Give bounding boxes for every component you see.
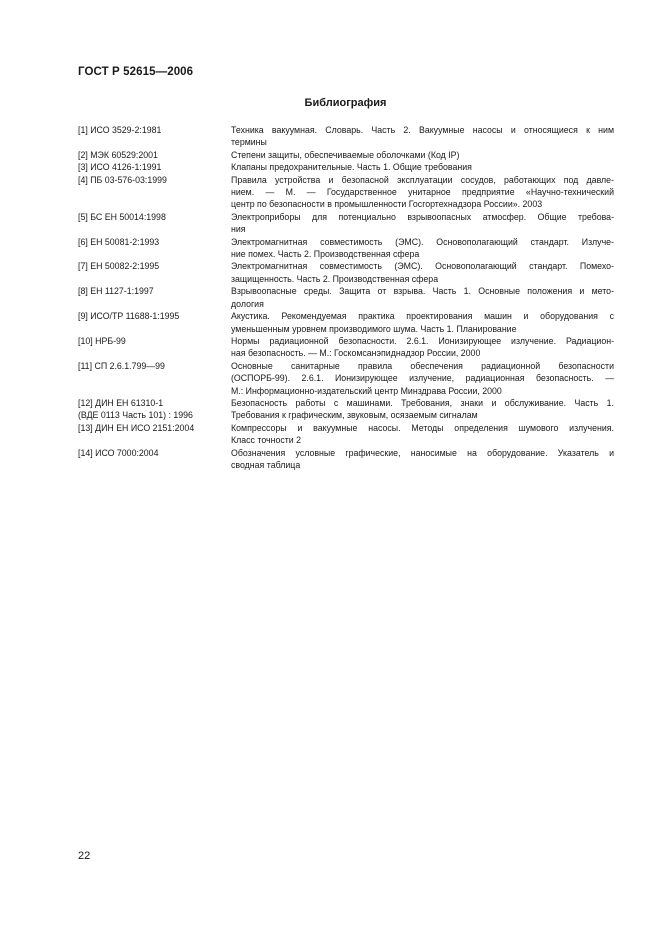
reference-title-line: Акустика. Рекомендуемая практика проектирования машин и оборудования с bbox=[231, 311, 614, 322]
bibliography-entry bbox=[78, 422, 614, 447]
reference-code-line: (ВДЕ 0113 Часть 101) : 1996 bbox=[78, 410, 193, 421]
reference-title-line: Обозначения условные графические, наносимые на оборудование. Указатель и bbox=[231, 447, 614, 458]
bibliography-entry bbox=[78, 260, 614, 285]
reference-code-line: [14] ИСО 7000:2004 bbox=[78, 447, 159, 458]
reference-title-line: ние помех. Часть 2. Производственная сфера bbox=[231, 249, 420, 260]
document-header: ГОСТ Р 52615—2006 bbox=[78, 66, 194, 78]
bibliography-entry bbox=[78, 149, 614, 161]
reference-title-line: уменьшенным уровнем производимого шума. Часть 1. Планирование bbox=[231, 323, 517, 334]
reference-title bbox=[231, 161, 614, 173]
reference-title bbox=[231, 447, 614, 472]
reference-title-line: Электромагнитная совместимость (ЭМС). Основополагающий стандарт. Излуче- bbox=[231, 236, 614, 247]
reference-code-line: [13] ДИН ЕН ИСО 2151:2004 bbox=[78, 422, 195, 433]
reference-title-line: центр по безопасности в промышленности Госгортехнадзора России». 2003 bbox=[231, 199, 543, 210]
reference-code bbox=[78, 310, 231, 322]
reference-title-line: Электроприборы для потенциально взрывоопасных атмосфер. Общие требова- bbox=[231, 211, 614, 222]
bibliography-entry bbox=[78, 397, 614, 422]
reference-code bbox=[78, 285, 231, 297]
reference-title-line: дология bbox=[231, 298, 264, 309]
reference-title bbox=[231, 360, 614, 397]
reference-title-line: нием. — М. — Государственное унитарное предприятие «Научно-технический bbox=[231, 187, 614, 198]
bibliography-entry bbox=[78, 447, 614, 472]
reference-title-line: (ОСПОРБ-99). 2.6.1. Ионизирующее излучение, радиационная безопасность. — bbox=[231, 373, 614, 384]
reference-title bbox=[231, 124, 614, 149]
reference-code-line: [3] ИСО 4126-1:1991 bbox=[78, 162, 162, 173]
reference-title-line: Безопасность работы с машинами. Требования, знаки и обслуживание. Часть 1. bbox=[231, 397, 614, 408]
reference-title bbox=[231, 397, 614, 422]
reference-title-line: Компрессоры и вакуумные насосы. Методы определения шумового излучения. bbox=[231, 422, 614, 433]
reference-title bbox=[231, 149, 614, 161]
reference-code bbox=[78, 447, 231, 459]
reference-code-line: [10] НРБ-99 bbox=[78, 335, 126, 346]
reference-code-line: [4] ПБ 03-576-03:1999 bbox=[78, 174, 167, 185]
bibliography-entry bbox=[78, 211, 614, 236]
reference-title-line: ния bbox=[231, 224, 246, 235]
bibliography-entry bbox=[78, 174, 614, 211]
reference-code bbox=[78, 211, 231, 223]
reference-title bbox=[231, 236, 614, 261]
reference-title bbox=[231, 174, 614, 211]
bibliography-entry bbox=[78, 310, 614, 335]
reference-title bbox=[231, 285, 614, 310]
reference-title-line: термины bbox=[231, 137, 267, 148]
reference-title-line: ная безопасность. — М.: Госкомсанэпиднадзор России, 2000 bbox=[231, 348, 481, 359]
reference-title-line: Клапаны предохранительные. Часть 1. Общие требования bbox=[231, 162, 472, 173]
reference-title-line: Требования к графическим, звуковым, осязаемым сигналам bbox=[231, 410, 478, 421]
reference-code-line: [7] ЕН 50082-2:1995 bbox=[78, 261, 160, 272]
reference-code bbox=[78, 236, 231, 248]
page-number: 22 bbox=[78, 850, 91, 862]
bibliography-list bbox=[78, 124, 614, 471]
bibliography-entry bbox=[78, 236, 614, 261]
reference-code bbox=[78, 260, 231, 272]
reference-title-line: сводная таблица bbox=[231, 459, 301, 470]
bibliography-entry bbox=[78, 335, 614, 360]
reference-title bbox=[231, 335, 614, 360]
reference-code bbox=[78, 397, 231, 422]
reference-title-line: Техника вакуумная. Словарь. Часть 2. Вакуумные насосы и относящиеся к ним bbox=[231, 125, 614, 135]
reference-code-line: [2] МЭК 60529:2001 bbox=[78, 149, 158, 160]
reference-code bbox=[78, 360, 231, 372]
reference-title-line: Класс точности 2 bbox=[231, 435, 302, 446]
reference-title-line: Основные санитарные правила обеспечения радиационной безопасности bbox=[231, 360, 614, 371]
reference-code-line: [5] БС ЕН 50014:1998 bbox=[78, 211, 166, 222]
reference-title-line: Нормы радиационной безопасности. 2.6.1. Ионизирующее излучение. Радиацион- bbox=[231, 335, 614, 346]
bibliography-entry bbox=[78, 360, 614, 397]
bibliography-entry bbox=[78, 285, 614, 310]
reference-title bbox=[231, 422, 614, 447]
page-title: Библиография bbox=[304, 97, 387, 109]
reference-code bbox=[78, 422, 231, 434]
reference-code-line: [11] СП 2.6.1.799—99 bbox=[78, 360, 165, 371]
reference-code bbox=[78, 174, 231, 186]
reference-code bbox=[78, 124, 231, 136]
reference-title-line: защищенность. Часть 2. Производственная сфера bbox=[231, 273, 439, 284]
reference-code-line: [1] ИСО 3529-2:1981 bbox=[78, 125, 162, 135]
reference-code bbox=[78, 149, 231, 161]
bibliography-entry bbox=[78, 161, 614, 173]
reference-code bbox=[78, 161, 231, 173]
reference-title-line: Взрывоопасные среды. Защита от взрыва. Часть 1. Основные положения и мето- bbox=[231, 286, 614, 297]
reference-title-line: Правила устройства и безопасной эксплуатации сосудов, работающих под давле- bbox=[231, 174, 614, 185]
reference-code-line: [12] ДИН ЕН 61310-1 bbox=[78, 397, 164, 408]
reference-title bbox=[231, 260, 614, 285]
reference-code-line: [9] ИСО/ТР 11688-1:1995 bbox=[78, 311, 180, 322]
reference-title-line: Электромагнитная совместимость (ЭМС). Основополагающий стандарт. Помехо- bbox=[231, 261, 614, 272]
reference-title bbox=[231, 211, 614, 236]
reference-title bbox=[231, 310, 614, 335]
reference-code-line: [6] ЕН 50081-2:1993 bbox=[78, 236, 160, 247]
reference-title-line: М.: Информационно-издательский центр Минздрава России, 2000 bbox=[231, 385, 502, 396]
bibliography-entry bbox=[78, 124, 614, 149]
reference-code-line: [8] ЕН 1127-1:1997 bbox=[78, 286, 154, 297]
reference-code bbox=[78, 335, 231, 347]
reference-title-line: Степени защиты, обеспечиваемые оболочками (Код IP) bbox=[231, 149, 460, 160]
